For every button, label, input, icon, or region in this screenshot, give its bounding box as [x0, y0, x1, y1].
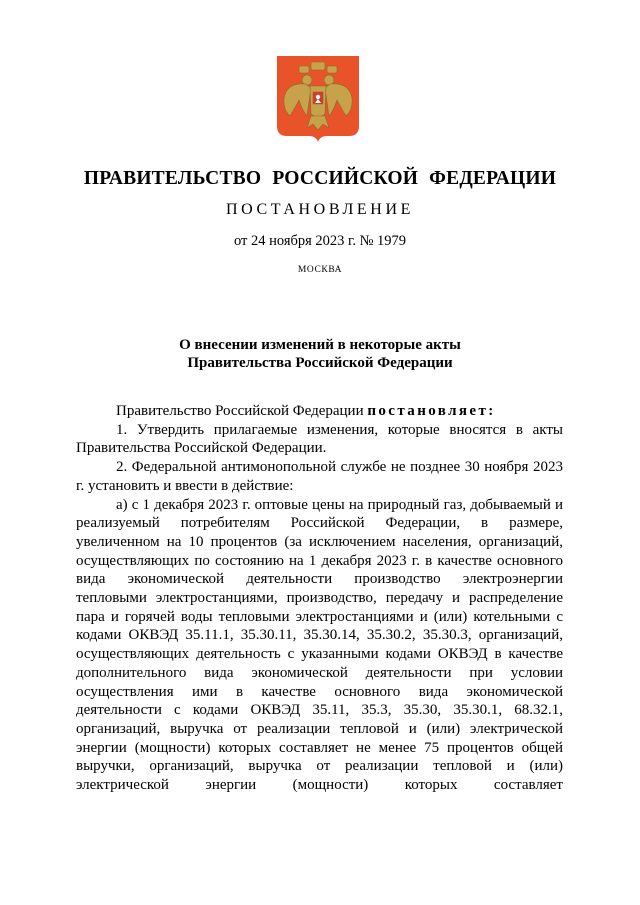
intro-paragraph — [76, 402, 563, 421]
document-date-number: от 24 ноября 2023 г. № 1979 — [233, 233, 407, 249]
title-line-1: О внесении изменений в некоторые акты — [179, 337, 461, 353]
item-2a-paragraph: а) с 1 декабря 2023 г. оптовые цены на природный газ, добываемый и реализуемый потребителям Российской Федерации, в размере, увеличенном на 10 процентов (за исключением населения, организаций, осуществляющих по состоянию на 1 декабря 2023 г. в качестве основного вида экономической деятельности производство электроэнергии тепловыми электростанциями, производство, передачу и распределение пара и горячей воды тепловыми электростанциями и (или) котельными с кодами ОКВЭД 35.11.1, 35.30.11, 35.30.14, 35.30.2, 35.30.3, организаций, осуществляющих деятельность с указанными кодами ОКВЭД в качестве дополнительного вида экономической деятельности при условии осуществления ими в качестве основного вида экономической деятельности с кодами ОКВЭД 35.11, 35.3, 35.30, 35.30.1, 68.32.1, организаций, выручка от реализации тепловой и (или) электрической энергии (мощности) которых составляет не менее 75 процентов общей выручки, организаций, выручка от реализации тепловой и (или) электрической энергии (мощности) которых составляет — [76, 496, 563, 794]
item-2-paragraph: 2. Федеральной антимонопольной службе не позднее 30 ноября 2023 г. установить и ввести в действие: — [76, 459, 563, 494]
item-1-paragraph: 1. Утвердить прилагаемые изменения, которые вносятся в акты Правительства Российской Федерации. — [76, 421, 563, 457]
document-body — [76, 402, 563, 795]
document-title — [0, 336, 640, 372]
coat-of-arms-emblem — [277, 56, 359, 142]
decree-word: постановляет: — [367, 403, 496, 419]
document-city: МОСКВА — [297, 265, 343, 275]
document-type: ПОСТАНОВЛЕНИЕ — [226, 201, 414, 218]
intro-text: Правительство Российской Федерации — [116, 403, 368, 419]
government-heading: ПРАВИТЕЛЬСТВО РОССИЙСКОЙ ФЕДЕРАЦИИ — [83, 168, 557, 189]
title-line-2: Правительства Российской Федерации — [187, 355, 453, 371]
